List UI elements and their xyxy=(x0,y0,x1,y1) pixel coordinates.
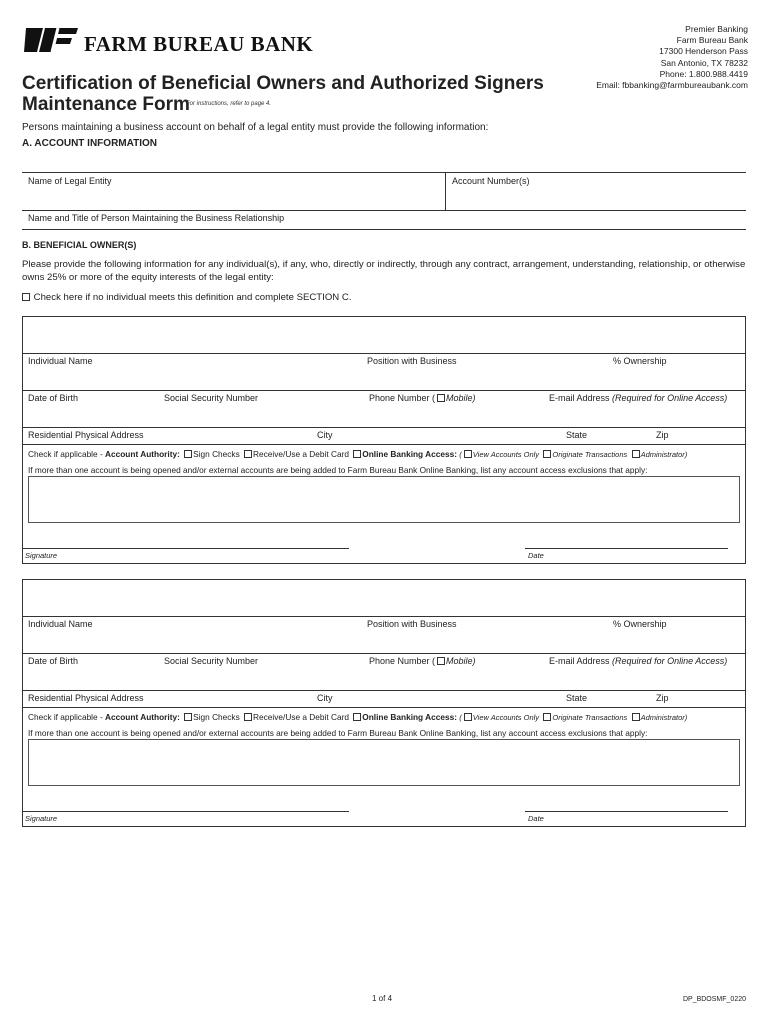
signature-label: Signature xyxy=(25,814,58,823)
form-title: Certification of Beneficial Owners and Authorized Signers xyxy=(22,73,544,94)
state-label: State xyxy=(566,430,588,440)
section-a-mid-rule xyxy=(22,210,746,211)
owner-rule xyxy=(23,427,745,428)
owner-rule xyxy=(23,616,745,617)
individual-name-label: Individual Name xyxy=(28,356,93,366)
administrator-label: Administrator) xyxy=(640,450,688,459)
ssn-label: Social Security Number xyxy=(164,656,259,666)
sign-checks-label: Sign Checks xyxy=(193,712,240,722)
exclusions-input[interactable] xyxy=(28,739,740,786)
section-a-divider xyxy=(445,172,446,210)
mobile-label: Mobile) xyxy=(446,393,476,403)
contact-line: 17300 Henderson Pass xyxy=(659,46,748,57)
mobile-checkbox[interactable] xyxy=(437,657,445,665)
no-owner-check-row xyxy=(22,292,351,303)
email-note: (Required for Online Access) xyxy=(612,656,728,666)
view-only-checkbox[interactable] xyxy=(464,450,472,458)
owner-rule xyxy=(23,653,745,654)
online-access-label: Online Banking Access: xyxy=(362,712,457,722)
sign-checks-checkbox[interactable] xyxy=(184,713,192,721)
form-code: DP_BDOSMF_0220 xyxy=(682,996,746,1003)
authority-row: Check if applicable - Account Authority: Sign Checks Receive/Use a Debit Card Online Banking Access: ( View Accounts Only Originate Transactions Administrator) xyxy=(28,449,688,459)
debit-card-label: Receive/Use a Debit Card xyxy=(253,449,349,459)
beneficial-owner-block-1 xyxy=(22,316,746,564)
farm-bureau-logo-icon xyxy=(22,26,80,54)
date-label: Date xyxy=(528,814,544,823)
administrator-label: Administrator) xyxy=(640,713,688,722)
contact-block xyxy=(518,24,748,91)
owner-rule xyxy=(23,390,745,391)
address-label: Residential Physical Address xyxy=(28,430,144,440)
dob-label: Date of Birth xyxy=(28,393,79,403)
exclusions-label: If more than one account is being opened and/or external accounts are being added to Farm Bureau Bank Online Banking, list any account access exclusions that apply: xyxy=(28,465,648,475)
check-applicable-label: Check if applicable - xyxy=(28,449,106,459)
account-authority-label: Account Authority: xyxy=(105,449,180,459)
no-owner-checkbox[interactable] xyxy=(22,293,30,301)
phone-label-text: Phone Number ( xyxy=(369,656,436,666)
address-label: Residential Physical Address xyxy=(28,693,144,703)
section-a-heading: A. ACCOUNT INFORMATION xyxy=(22,138,157,149)
owner-rule xyxy=(23,353,745,354)
phone-label xyxy=(369,656,476,666)
section-b-paragraph: Please provide the following information for any individual(s), if any, who, directly or indirectly, through any contract, arrangement, understanding, relationship, or otherwise owns 25% or more of the equity interests of the legal entity: xyxy=(22,259,746,283)
maintainer-label: Name and Title of Person Maintaining the Business Relationship xyxy=(28,213,285,223)
contact-line: Premier Banking xyxy=(685,24,748,34)
instructions-note: For instructions, refer to page 4. xyxy=(186,101,272,107)
email-note: (Required for Online Access) xyxy=(612,393,728,403)
no-owner-check-label: Check here if no individual meets this definition and complete SECTION C. xyxy=(33,292,352,303)
owner-rule xyxy=(23,690,745,691)
page-number: 1 of 4 xyxy=(372,994,393,1003)
signature-line[interactable] xyxy=(23,811,349,812)
email-label xyxy=(549,656,727,666)
email-label-text: E-mail Address xyxy=(549,656,610,666)
contact-line: Phone: 1.800.988.4419 xyxy=(659,68,748,79)
ownership-label: % Ownership xyxy=(613,619,667,629)
date-line[interactable] xyxy=(525,811,728,812)
city-label: City xyxy=(317,430,333,440)
individual-name-label: Individual Name xyxy=(28,619,93,629)
signature-line[interactable] xyxy=(23,548,349,549)
originate-label: Originate Transactions xyxy=(552,713,628,722)
authority-row: Check if applicable - Account Authority: Sign Checks Receive/Use a Debit Card Online Banking Access: ( View Accounts Only Originate Transactions Administrator) xyxy=(28,712,688,722)
contact-line: San Antonio, TX 78232 xyxy=(660,57,748,68)
view-only-label: View Accounts Only xyxy=(472,450,540,459)
dob-label: Date of Birth xyxy=(28,656,79,666)
ssn-label: Social Security Number xyxy=(164,393,259,403)
zip-label: Zip xyxy=(656,693,669,703)
debit-card-checkbox[interactable] xyxy=(244,450,252,458)
email-label xyxy=(549,393,727,403)
state-label: State xyxy=(566,693,588,703)
administrator-checkbox[interactable] xyxy=(632,713,640,721)
date-line[interactable] xyxy=(525,548,728,549)
beneficial-owner-block-2 xyxy=(22,579,746,827)
owner-rule xyxy=(23,444,745,445)
section-a-bottom-rule xyxy=(22,229,746,230)
originate-checkbox[interactable] xyxy=(543,450,551,458)
online-access-checkbox[interactable] xyxy=(353,713,361,721)
form-title-line2: Maintenance Form xyxy=(22,94,190,115)
ownership-label: % Ownership xyxy=(613,356,667,366)
owner-rule xyxy=(23,707,745,708)
position-label: Position with Business xyxy=(367,356,457,366)
account-authority-label: Account Authority: xyxy=(105,712,180,722)
online-access-checkbox[interactable] xyxy=(353,450,361,458)
contact-email: Email: fbbanking@farmbureaubank.com xyxy=(596,80,748,91)
logo-text: FARM BUREAU BANK xyxy=(84,32,314,56)
exclusions-input[interactable] xyxy=(28,476,740,523)
administrator-checkbox[interactable] xyxy=(632,450,640,458)
city-label: City xyxy=(317,693,333,703)
section-a-top-rule xyxy=(22,172,746,173)
zip-label: Zip xyxy=(656,430,669,440)
position-label: Position with Business xyxy=(367,619,457,629)
legal-entity-label: Name of Legal Entity xyxy=(28,176,112,186)
view-only-checkbox[interactable] xyxy=(464,713,472,721)
phone-label-text: Phone Number ( xyxy=(369,393,436,403)
exclusions-label: If more than one account is being opened and/or external accounts are being added to Farm Bureau Bank Online Banking, list any account access exclusions that apply: xyxy=(28,728,648,738)
intro-text: Persons maintaining a business account on behalf of a legal entity must provide the following information: xyxy=(22,122,489,133)
mobile-label: Mobile) xyxy=(446,656,476,666)
online-access-label: Online Banking Access: xyxy=(362,449,457,459)
debit-card-checkbox[interactable] xyxy=(244,713,252,721)
account-numbers-label: Account Number(s) xyxy=(452,176,530,186)
originate-checkbox[interactable] xyxy=(543,713,551,721)
view-only-label: View Accounts Only xyxy=(472,713,540,722)
originate-label: Originate Transactions xyxy=(552,450,628,459)
sign-checks-label: Sign Checks xyxy=(193,449,240,459)
signature-label: Signature xyxy=(25,551,58,560)
check-applicable-label: Check if applicable - xyxy=(28,712,106,722)
contact-line: Farm Bureau Bank xyxy=(676,35,748,46)
mobile-checkbox[interactable] xyxy=(437,394,445,402)
debit-card-label: Receive/Use a Debit Card xyxy=(253,712,349,722)
email-label-text: E-mail Address xyxy=(549,393,610,403)
sign-checks-checkbox[interactable] xyxy=(184,450,192,458)
date-label: Date xyxy=(528,551,544,560)
section-b-heading: B. BENEFICIAL OWNER(S) xyxy=(22,240,137,250)
phone-label xyxy=(369,393,476,403)
